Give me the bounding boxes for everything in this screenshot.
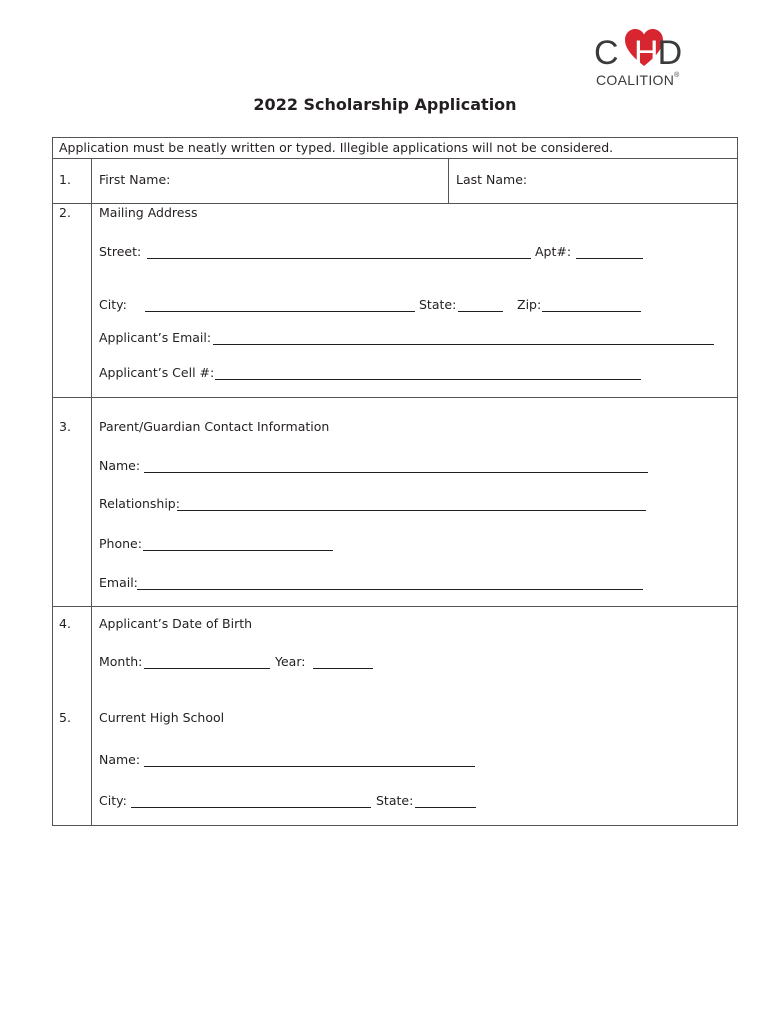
section-number: 4. xyxy=(59,616,71,631)
month-field[interactable] xyxy=(144,668,270,669)
year-field[interactable] xyxy=(313,668,373,669)
state-field[interactable] xyxy=(458,311,503,312)
parent-name-field[interactable] xyxy=(144,472,648,473)
school-state-field[interactable] xyxy=(415,807,476,808)
last-name-label: Last Name: xyxy=(456,172,528,187)
section-number: 2. xyxy=(59,205,71,220)
date-of-birth-heading: Applicant’s Date of Birth xyxy=(99,616,253,631)
divider xyxy=(53,203,737,204)
school-city-label: City: xyxy=(99,793,127,808)
year-label: Year: xyxy=(275,654,306,669)
mailing-address-heading: Mailing Address xyxy=(99,205,198,220)
divider xyxy=(53,606,737,607)
apt-field[interactable] xyxy=(576,258,643,259)
section-number: 1. xyxy=(59,172,71,187)
high-school-heading: Current High School xyxy=(99,710,225,725)
parent-email-label: Email: xyxy=(99,575,138,590)
parent-email-field[interactable] xyxy=(137,589,643,590)
applicant-cell-label: Applicant’s Cell #: xyxy=(99,365,215,380)
school-city-field[interactable] xyxy=(131,807,371,808)
school-name-field[interactable] xyxy=(144,766,475,767)
logo-heart-letter: H xyxy=(634,34,659,72)
zip-label: Zip: xyxy=(517,297,542,312)
parent-phone-label: Phone: xyxy=(99,536,142,551)
applicant-email-label: Applicant’s Email: xyxy=(99,330,212,345)
month-label: Month: xyxy=(99,654,143,669)
application-form xyxy=(52,137,738,826)
street-label: Street: xyxy=(99,244,142,259)
logo-coalition-text: COALITION® xyxy=(596,72,680,88)
applicant-cell-field[interactable] xyxy=(215,379,641,380)
number-column-divider xyxy=(91,158,92,826)
apt-label: Apt#: xyxy=(535,244,572,259)
page-title: 2022 Scholarship Application xyxy=(253,95,517,114)
logo-brand: C D xyxy=(594,34,684,72)
instructions-text: Application must be neatly written or typed. Illegible applications will not be considered. xyxy=(59,140,614,155)
parent-guardian-heading: Parent/Guardian Contact Information xyxy=(99,419,330,434)
relationship-field[interactable] xyxy=(177,510,646,511)
parent-phone-field[interactable] xyxy=(143,550,333,551)
applicant-email-field[interactable] xyxy=(213,344,714,345)
school-name-label: Name: xyxy=(99,752,141,767)
name-column-divider xyxy=(448,158,449,203)
chd-coalition-logo xyxy=(594,28,694,90)
street-field[interactable] xyxy=(147,258,531,259)
first-name-label: First Name: xyxy=(99,172,171,187)
section-number: 3. xyxy=(59,419,71,434)
section-number: 5. xyxy=(59,710,71,725)
divider xyxy=(53,158,737,159)
zip-field[interactable] xyxy=(542,311,641,312)
relationship-label: Relationship: xyxy=(99,496,180,511)
divider xyxy=(53,397,737,398)
school-state-label: State: xyxy=(376,793,414,808)
state-label: State: xyxy=(419,297,457,312)
city-field[interactable] xyxy=(145,311,415,312)
city-label: City: xyxy=(99,297,127,312)
parent-name-label: Name: xyxy=(99,458,141,473)
